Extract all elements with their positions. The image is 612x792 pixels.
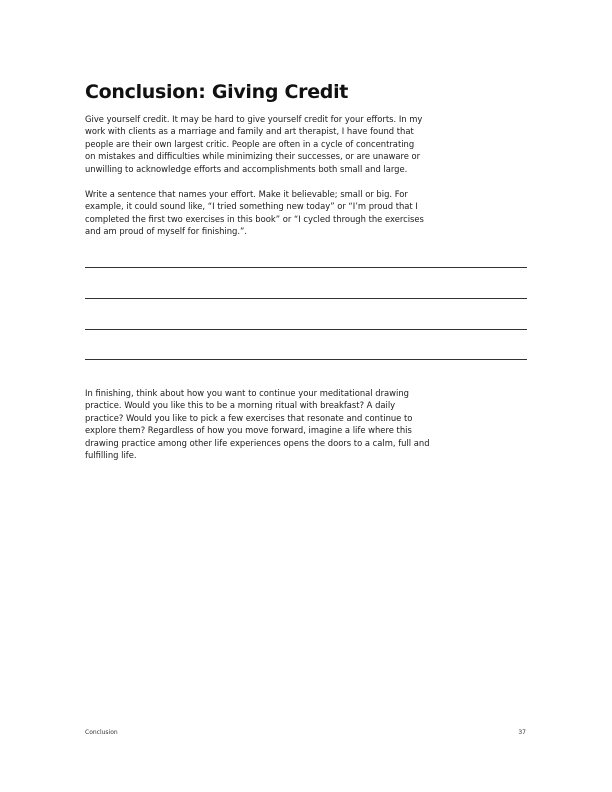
text-line: people are their own largest critic. People are often in a cycle of concentrating <box>85 138 415 149</box>
text-line: and am proud of myself for finishing.”. <box>85 226 248 237</box>
page-title: Conclusion: Giving Credit <box>85 81 349 103</box>
footer-section-label: Conclusion <box>85 729 118 736</box>
text-line: fulfilling life. <box>85 450 137 461</box>
intro-paragraph <box>85 113 457 175</box>
text-line: practice. Would you like this to be a morning ritual with breakfast? A daily <box>85 400 396 411</box>
text-line: drawing practice among other life experiences opens the doors to a calm, full and <box>85 437 430 448</box>
closing-paragraph <box>85 387 457 461</box>
text-line: on mistakes and difficulties while minimizing their successes, or are unaware or <box>85 151 421 162</box>
text-line: Write a sentence that names your effort. Make it believable; small or big. For <box>85 189 408 199</box>
text-line: completed the first two exercises in this book” or “I cycled through the exercises <box>85 213 424 224</box>
text-line: explore them? Regardless of how you move forward, imagine a life where this <box>85 425 412 436</box>
instruction-paragraph <box>85 188 457 238</box>
footer-page-number: 37 <box>518 729 526 736</box>
writing-line[interactable] <box>85 359 527 360</box>
text-line: unwilling to acknowledge efforts and accomplishments both small and large. <box>85 163 408 174</box>
text-line: Give yourself credit. It may be hard to give yourself credit for your efforts. In my <box>85 114 423 124</box>
writing-line[interactable] <box>85 329 527 330</box>
text-line: In finishing, think about how you want to continue your meditational drawing <box>85 388 409 398</box>
writing-line[interactable] <box>85 267 527 268</box>
writing-line[interactable] <box>85 298 527 299</box>
text-line: example, it could sound like, “I tried something new today” or “I’m proud that I <box>85 201 418 212</box>
text-line: work with clients as a marriage and family and art therapist, I have found that <box>85 126 414 137</box>
text-line: practice? Would you like to pick a few exercises that resonate and continue to <box>85 412 413 423</box>
